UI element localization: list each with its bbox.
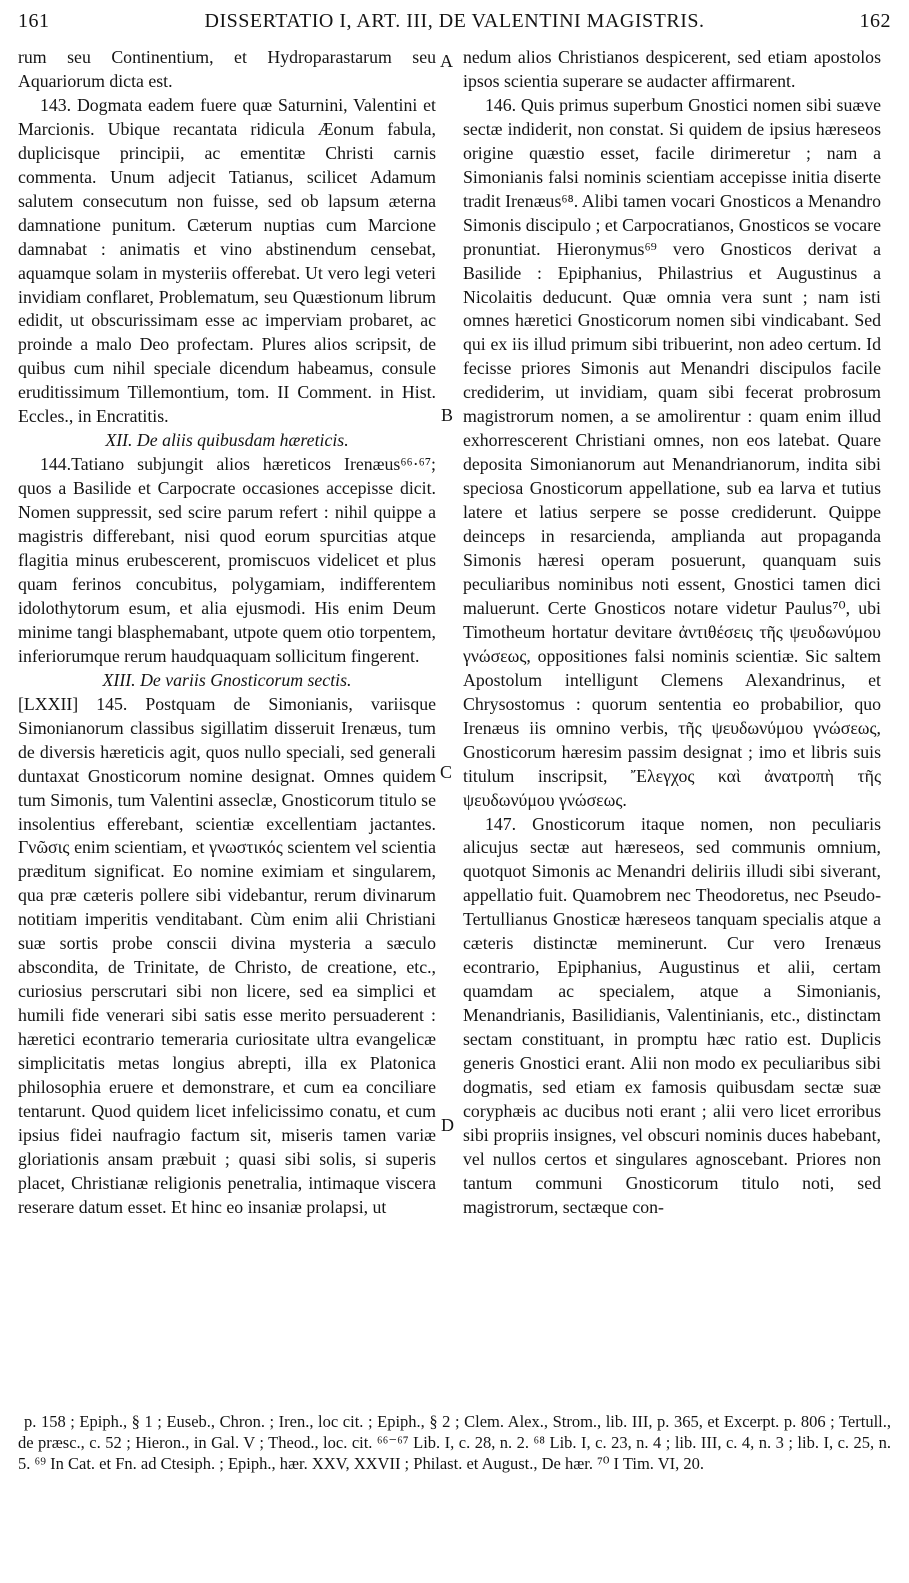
- margin-mark-d: D: [441, 1115, 454, 1135]
- left-column: [18, 46, 436, 1220]
- section-heading-xiii: XIII. De variis Gnosticorum sectis.: [102, 669, 352, 690]
- section-heading-xii: XII. De aliis quibusdam hæreticis.: [105, 430, 349, 451]
- paragraph-144: 144.Tatiano subjungit alios hæreticos Irenæus⁶⁶·⁶⁷; quos a Basilide et Carpocrate occasiones accepisse dicit. Nomen suppressit, sed scire parum refert : nihil quippe a magistris differebant, nisi quod eorum spurcitias atque flagitia minus erubescerent, promiscuos videlicet et plus quam ferinos concubitus, polygamiam, indifferentem idolothytorum esum, et alia ejusmodi. His enim Deum minime tangi blasphemabant, utpote quem otio torpentem, inferiorumque rerum haudquaquam sollicitum fingerent.: [18, 454, 436, 666]
- page-number-left: 161: [18, 10, 50, 32]
- margin-mark-a: A: [440, 51, 453, 71]
- footnotes-text: p. 158 ; Epiph., § 1 ; Euseb., Chron. ; Iren., loc cit. ; Epiph., § 2 ; Clem. Alex., Strom., lib. III, p. 365, et Excerpt. p. 806 ; Tertull., de præsc., c. 52 ; Hieron., in Gal. V ; Theod., loc. cit. ⁶⁶⁻⁶⁷ Lib. I, c. 28, n. 2. ⁶⁸ Lib. I, c. 23, n. 4 ; lib. III, c. 4, n. 3 ; lib. I, c. 25, n. 5. ⁶⁹ In Cat. et Fn. ad Ctesiph. ; Epiph., hær. XXV, XXVII ; Philast. et August., De hær. ⁷⁰ I Tim. VI, 20.: [18, 1412, 891, 1473]
- paragraph-145: [LXXII] 145. Postquam de Simonianis, variisque Simonianorum classibus sigillatim disseruit Irenæus, tum de diversis hæreticis agit, quos nullo speciali, sed generali duntaxat Gnosticorum nomine designat. Omnes quidem tum Simonis, tum Valentini asseclæ, Gnosticorum titulo se insolentius efferebant, scientiæ excellentiam jactantes. Γνῶσις enim scientiam, et γνωστικός scientem vel scientia præditum significat. Eo nomine eximiam et singularem, qua præ cæteris pollere sibi videbantur, rerum divinarum notitiam imperitis venditabant. Cùm enim alii Christiani suæ sortis probe conscii divina mysteria a sæculo abscondita, de Trinitate, de Christo, de creatione, etc., curiosius perscrutari sibi non licere, sed ea simplici et humili fide venerari sibi satis esse merito persuaderent : hæretici econtrario temeraria curiositate ultra evangelicæ simplicitatis metas longius abrepti, illa ex Platonica philosophia eruere et demonstrare, et cum ea conciliare tentarunt. Quod quidem licet infelicissimo conatu, et cum ipsius fidei naufragio factum sit, miseris tamen variæ gloriationis ansam præbuit ; quasi sibi solis, si superis placet, Christianæ religionis penetralia, intimaque viscera reserare datum esset. Et hinc eo insaniæ prolapsi, ut: [18, 693, 436, 1217]
- right-column: [463, 46, 881, 1220]
- paragraph-146: 146. Quis primus superbum Gnostici nomen sibi suæve sectæ indiderit, non constat. Si quidem de ipsius hæreseos origine quæstio esset, facile dirimeretur ; nam a Simonianis falsi nominis scientiam accepisse initia diserte tradit Irenæus⁶⁸. Alibi tamen vocari Gnosticos a Menandro Simonis discipulo ; et Carpocratianos, Gnosticos se vocare pronuntiat. Hieronymus⁶⁹ vero Gnosticos derivat a Basilide : Epiphanius, Philastrius et Augustinus a Nicolaitis deducunt. Quæ omnia vera sunt ; nam isti omnes hæretici Gnosticorum nomen sibi vindicabant. Sed qui ex iis illud primum sibi tribuerint, non adeo certum. Id fecisse priores Simonis aut Menandri discipulos facile crediderim, ut invidiam, quam sibi fecerat probrosum magistrorum nomen, a se amolirentur : quam enim illud exhorrescerent Christiani omnes, non eos latebat. Quare deposita Simonianorum aut Menandrianorum, indita sibi speciosa Gnosticorum appellatione, sub ea larva et tutius latere et latius serpere se posse crediderunt. Quippe deinceps in resarcienda, amplianda aut propaganda Simonis hæresi operam posuerunt, quanquam suis peculiaribus nominibus noti essent, Gnostici tamen dici maluerunt. Certe Gnosticos notare videtur Paulus⁷⁰, ubi Timotheum hortatur devitare ἀντιθέσεις τῆς ψευδωνύμου γνώσεως, oppositiones falsi nominis scientiæ. Sic saltem Apostolum intelligunt Clemens Alexandrinus, et Chrysostomus : quorum sententia eo probabilior, quo Irenæus iis omnino verbis, τῆς ψευδωνύμου γνώσεως, Gnosticorum hæresim passim designat ; imo et libris suis titulum inscripsit, Ἔλεγχος καὶ ἀνατροπὴ τῆς ψευδωνύμου γνώσεως.: [463, 94, 881, 810]
- page-number-right: 162: [859, 10, 891, 32]
- footnotes: [18, 1411, 891, 1474]
- paragraph-143: 143. Dogmata eadem fuere quæ Saturnini, Valentini et Marcionis. Ubique recantata ridicula Æonum fabula, duplicisque principii, ac ementitæ Christi carnis commenta. Unum adjecit Tatianus, scilicet Adamum salutem consecutum non fuisse, sed ob lapsum æterna damnatione punitum. Cæterum nuptias cum Marcione damnabat : animatis et vino abstinendum censebat, aquamque solam in mysteriis offerebat. Ut vero legi veteri invidiam conflaret, Problematum, seu Quæstionum librum edidit, ut obscurissimam esse ac imperviam probaret, ac proinde a malo Deo profectam. Plures alios scripsit, de quibus cum nihil speciale dicendum habeamus, consule eruditissimum Tillemontium, tom. II Comment. in Hist. Eccles., in Encratitis.: [18, 94, 436, 427]
- paragraph-continuation-right: nedum alios Christianos despicerent, sed etiam apostolos ipsos scientia superare se audacter affirmarent.: [463, 47, 881, 91]
- margin-mark-c: C: [440, 762, 453, 782]
- margin-mark-b: B: [441, 405, 454, 425]
- running-header: [18, 10, 891, 38]
- paragraph-continuation: rum seu Continentium, et Hydroparastarum seu Aquariorum dicta est.: [18, 47, 436, 91]
- paragraph-147: 147. Gnosticorum itaque nomen, non peculiaris alicujus sectæ aut hæreseos, sed communis omnium, quotquot Simonis ac Menandri deliriis illudi sibi siverant, appellatio fuit. Quamobrem nec Theodoretus, nec Pseudo-Tertullianus Gnosticæ hæreseos tanquam specialis atque a cæteris distinctæ meminerunt. Cur vero Irenæus econtrario, Epiphanius, Augustinus et alii, certam quamdam ac specialem, atque a Simonianis, Menandrianis, Basilidianis, Valentinianis, etc., distinctam sectam constituant, in promptu hæc ratio est. Duplicis generis Gnostici erant. Alii non modo ex peculiaribus sibi dogmatis, sed etiam ex famosis quibusdam sectæ suæ coryphæis ac ducibus noti erant ; alii vero licet erroribus sibi propriis insignes, vel obscuri nominis duces habebant, vel nullos certos et singulares agnoscebant. Priores non tantum communi Gnosticorum titulo noti, sed magistrorum, sectæque con-: [463, 813, 881, 1217]
- running-title: DISSERTATIO I, ART. III, DE VALENTINI MAGISTRIS.: [204, 10, 705, 32]
